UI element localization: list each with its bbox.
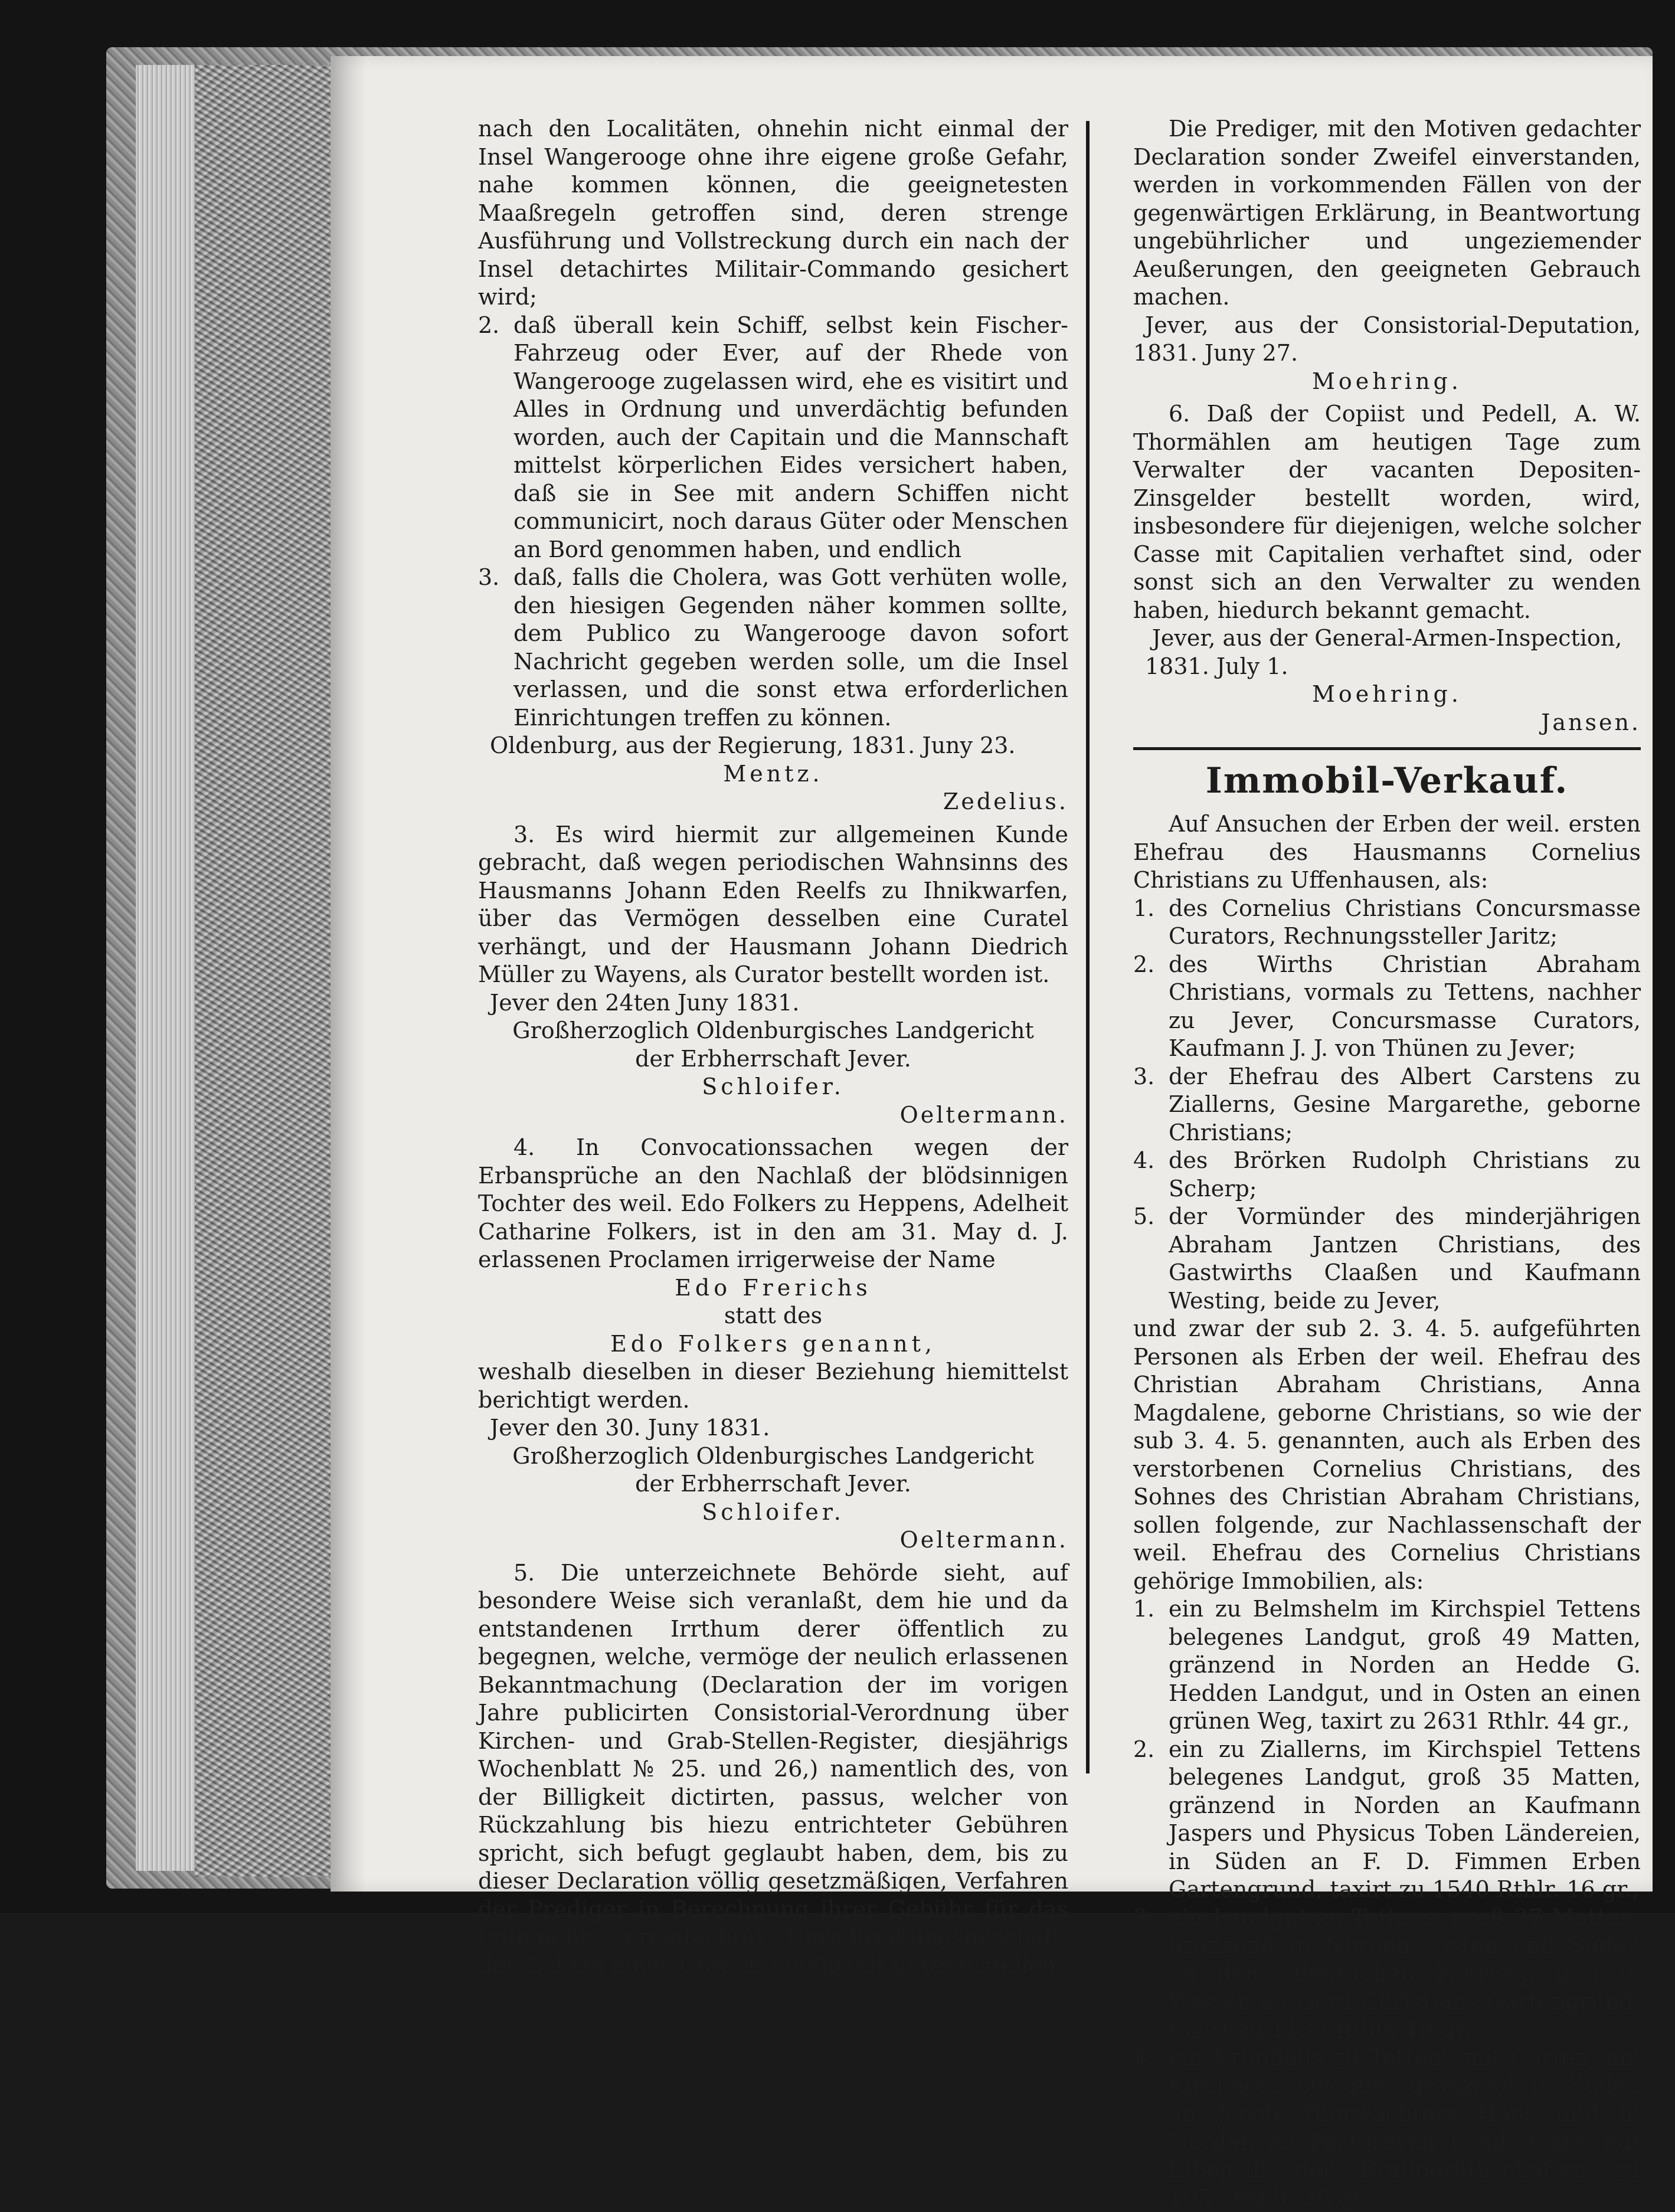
intro-paragraph: nach den Localitäten, ohnehin nicht einmal der Insel Wangerooge ohne ihre eigene große Gefahr, nahe kommen können, die geeignetesten Maaßregeln getroffen sind, deren strenge Ausführung und Vollstreckung durch ein nach der Insel detachirtes Militair-Commando gesichert wird; bbox=[478, 116, 1068, 310]
signature: Schloifer. bbox=[702, 1074, 845, 1100]
item-text: ein Krughaus zu Tettens mit Garten, am Kirchhofe belegen, gränzend in Süden an Jacob Thorwächters Haus und in Norden an Pastoreyen Land, taxirt mit Inbegriff der Braugeräthschaften zu 1051 Rthlr. 36 gr., bbox=[1169, 2044, 1641, 2211]
item-text: des Cornelius Christians Concursmasse Curators, Rechnungssteller Jaritz; bbox=[1169, 895, 1641, 949]
list-item bbox=[1133, 1736, 1641, 1904]
item-number: 5. bbox=[1133, 1203, 1155, 1229]
book-page bbox=[331, 56, 1653, 2211]
place-date: Oldenburg, aus der Regierung, 1831. Juny 23. bbox=[490, 732, 1016, 758]
place-date: 1831. July 1. bbox=[1145, 653, 1288, 679]
list-item bbox=[1133, 951, 1641, 1063]
item-number: 3. bbox=[478, 564, 500, 590]
item-number: 2. bbox=[1133, 951, 1155, 977]
court-name: der Erbherrschaft Jever. bbox=[635, 1471, 911, 1497]
signature: Mentz. bbox=[723, 760, 823, 787]
notice-paragraph: 4. In Convocationssachen wegen der Erbansprüche an den Nachlaß der blödsinnigen Tochter des weil. Edo Folkers zu Heppens, Adelheit Catharine Folkers, ist in den am 31. May d. J. erlassenen Proclamen irrigerweise der Name bbox=[478, 1134, 1068, 1272]
court-name: der Erbherrschaft Jever. bbox=[635, 1045, 911, 1072]
item-text: ein zu Ziallerns, im Kirchspiel Tettens belegenes Landgut, groß 35 Matten, gränzend in Norden an Kaufmann Jaspers und Physicus Toben Ländereien, in Süden an F. D. Fimmen Erben Gartengrund, taxirt zu 1540 Rthlr. 16 gr., bbox=[1169, 1736, 1641, 1902]
signature: Moehring. bbox=[1312, 368, 1462, 394]
notice-paragraph: 5. Die unterzeichnete Behörde sieht, auf besondere Weise sich veranlaßt, dem hie und da entstandenen Irrthum derer öffentlich zu begegnen, welche, vermöge der neulich erlassenen Bekanntmachung (Declaration der im vorigen Jahre publicirten Consistorial-Verordnung über Kirchen- und Grab-Stellen-Register, diesjährigs Wochenblatt № 25. und 26,) namentlich des, von der Billigkeit dictirten, passus, welcher von Rückzahlung bis hiezu entrichteter Gebühren spricht, sich befugt geglaubt haben, dem, bis zu dieser Declaration völlig gesetzmäßigen, Verfahren der Prediger in Berechnung ihrer Gebühr für das (nunmehr vereinfachte) Umschreibungsgeschäft, den Schein einer Unrechtmäßigkeit unterzustellen. bbox=[478, 1559, 1068, 1978]
instead-of: statt des bbox=[724, 1303, 823, 1328]
signature: Jansen. bbox=[1541, 709, 1641, 735]
list-item bbox=[1133, 2044, 1641, 2212]
notice-paragraph: 6. Daß der Copiist und Pedell, A. W. Thormählen am heutigen Tage zum Verwalter der vacanten Depositen-Zinsgelder bestellt worden, wird, insbesondere für diejenigen, welche solcher Casse mit Capitalien verhaftet sind, oder sonst sich an den Verwalter zu wenden haben, hiedurch bekannt gemacht. bbox=[1133, 401, 1641, 623]
list-item bbox=[1133, 1063, 1641, 1147]
signature: Moehring. bbox=[1312, 681, 1462, 707]
place-date: Jever, aus der Consistorial-Deputation, 1831. Juny 27. bbox=[1133, 312, 1641, 366]
item-text: ein Landgut zu Tettens, groß 37 Matten, gränzend in Norden, Osten und Süden an den öffentlichen Fahrweg und in Westen an Gerd Christians Gartengrund, taxirt zu 1137 Rthlr. 18 gr., bbox=[1169, 1904, 1641, 2043]
sale-intro: Auf Ansuchen der Erben der weil. ersten Ehefrau des Hausmanns Cornelius Christians zu Uffenhausen, als: bbox=[1133, 811, 1641, 893]
item-text: der Vormünder des minderjährigen Abraham Jantzen Christians, des Gastwirths Claaßen und Kaufmann Westing, beide zu Jever, bbox=[1169, 1203, 1641, 1314]
section-heading: Immobil-Verkauf. bbox=[1205, 760, 1569, 801]
name-wrong: Edo Frerichs bbox=[675, 1274, 872, 1301]
item-text: ein zu Belmshelm im Kirchspiel Tettens belegenes Landgut, groß 49 Matten, gränzend in Norden an Hedde G. Hedden Landgut, und in Osten an einen grünen Weg, taxirt zu 2631 Rthlr. 44 gr., bbox=[1169, 1596, 1641, 1734]
list-item bbox=[478, 312, 1068, 564]
item-number: 3. bbox=[1133, 1904, 1155, 1930]
item-text: daß, falls die Cholera, was Gott verhüten wolle, den hiesigen Gegenden näher kommen sollte, dem Publico zu Wangerooge davon sofort Nachricht gegeben werden solle, um die Insel verlassen, und die sonst etwa erforderlichen Einrichtungen treffen zu können. bbox=[513, 564, 1068, 731]
signature: Oeltermann. bbox=[899, 1527, 1068, 1553]
name-right: Edo Folkers genannt, bbox=[610, 1330, 936, 1357]
section-divider bbox=[1133, 747, 1641, 750]
column-divider bbox=[1086, 121, 1090, 1773]
notice-paragraph: weshalb dieselben in dieser Beziehung hiemittelst berichtigt werden. bbox=[478, 1359, 1068, 1413]
list-item bbox=[1133, 895, 1641, 951]
marbled-edge bbox=[195, 65, 331, 1877]
list-item bbox=[1133, 1904, 1641, 2044]
item-text: des Wirths Christian Abraham Christians, vormals zu Tettens, nachher zu Jever, Concursmasse Curators, Kaufmann J. J. von Thünen zu Jever; bbox=[1169, 951, 1641, 1061]
left-column bbox=[478, 115, 1068, 1979]
item-number: 3. bbox=[1133, 1063, 1155, 1089]
list-item bbox=[1133, 1147, 1641, 1203]
court-name: Großherzoglich Oldenburgisches Landgericht bbox=[512, 1017, 1034, 1043]
item-text: des Brörken Rudolph Christians zu Scherp; bbox=[1169, 1147, 1641, 1202]
item-number: 1. bbox=[1133, 895, 1155, 921]
list-item bbox=[1133, 1595, 1641, 1736]
item-number: 1. bbox=[1133, 1596, 1155, 1622]
signature: Oeltermann. bbox=[899, 1101, 1068, 1128]
list-item bbox=[478, 564, 1068, 732]
notice-paragraph: 3. Es wird hiermit zur allgemeinen Kunde gebracht, daß wegen periodischen Wahnsinns des Hausmanns Johann Eden Reelfs zu Ihnikwarfen, über das Vermögen desselben eine Curatel verhängt, und der Hausmann Johann Diedrich Müller zu Wayens, als Curator bestellt worden ist. bbox=[478, 821, 1068, 987]
item-text: daß überall kein Schiff, selbst kein Fischer-Fahrzeug oder Ever, auf der Rhede von Wangerooge zugelassen wird, ehe es visitirt und Alles in Ordnung und unverdächtig befunden worden, auch der Capitain und die Mannschaft mittelst körperlichen Eides versichert haben, daß sie in See mit andern Schiffen nicht communicirt, noch daraus Güter oder Menschen an Bord genommen haben, und endlich bbox=[513, 312, 1068, 562]
item-number: 2. bbox=[1133, 1736, 1155, 1762]
place-date: Jever den 24ten Juny 1831. bbox=[490, 989, 800, 1016]
signature: Zedelius. bbox=[943, 788, 1068, 814]
item-number: 4. bbox=[1133, 1147, 1155, 1173]
gutter-shadow bbox=[331, 56, 366, 1892]
list-item bbox=[1133, 1203, 1641, 1315]
court-name: Großherzoglich Oldenburgisches Landgericht bbox=[512, 1442, 1034, 1469]
place-date: Jever den 30. Juny 1831. bbox=[490, 1415, 770, 1441]
right-column bbox=[1133, 115, 1641, 2212]
item-text: der Ehefrau des Albert Carstens zu Ziallerns, Gesine Margarethe, geborne Christians; bbox=[1169, 1063, 1641, 1146]
signature: Schloifer. bbox=[702, 1498, 845, 1525]
sale-paragraph: und zwar der sub 2. 3. 4. 5. aufgeführten Personen als Erben der weil. Ehefrau des Christian Abraham Christians, Anna Magdalene, geborne Christians, so wie der sub 3. 4. 5. genannten, auch als Erben des verstorbenen Cornelius Christians, des Sohnes des Christian Abraham Christians, sollen folgende, zur Nachlassenschaft der weil. Ehefrau des Cornelius Christians gehörige Immobilien, als: bbox=[1133, 1316, 1641, 1594]
item-number: 4. bbox=[1133, 2044, 1155, 2070]
place-date: Jever, aus der General-Armen-Inspection, bbox=[1151, 625, 1622, 651]
item-number: 2. bbox=[478, 312, 500, 338]
intro-paragraph: Die Prediger, mit den Motiven gedachter Declaration sonder Zweifel einverstanden, werden in vorkommenden Fällen von der gegenwärtigen Erklärung, in Beantwortung ungebührlicher und ungeziemender Aeußerungen, den geeigneten Gebrauch machen. bbox=[1133, 116, 1641, 310]
